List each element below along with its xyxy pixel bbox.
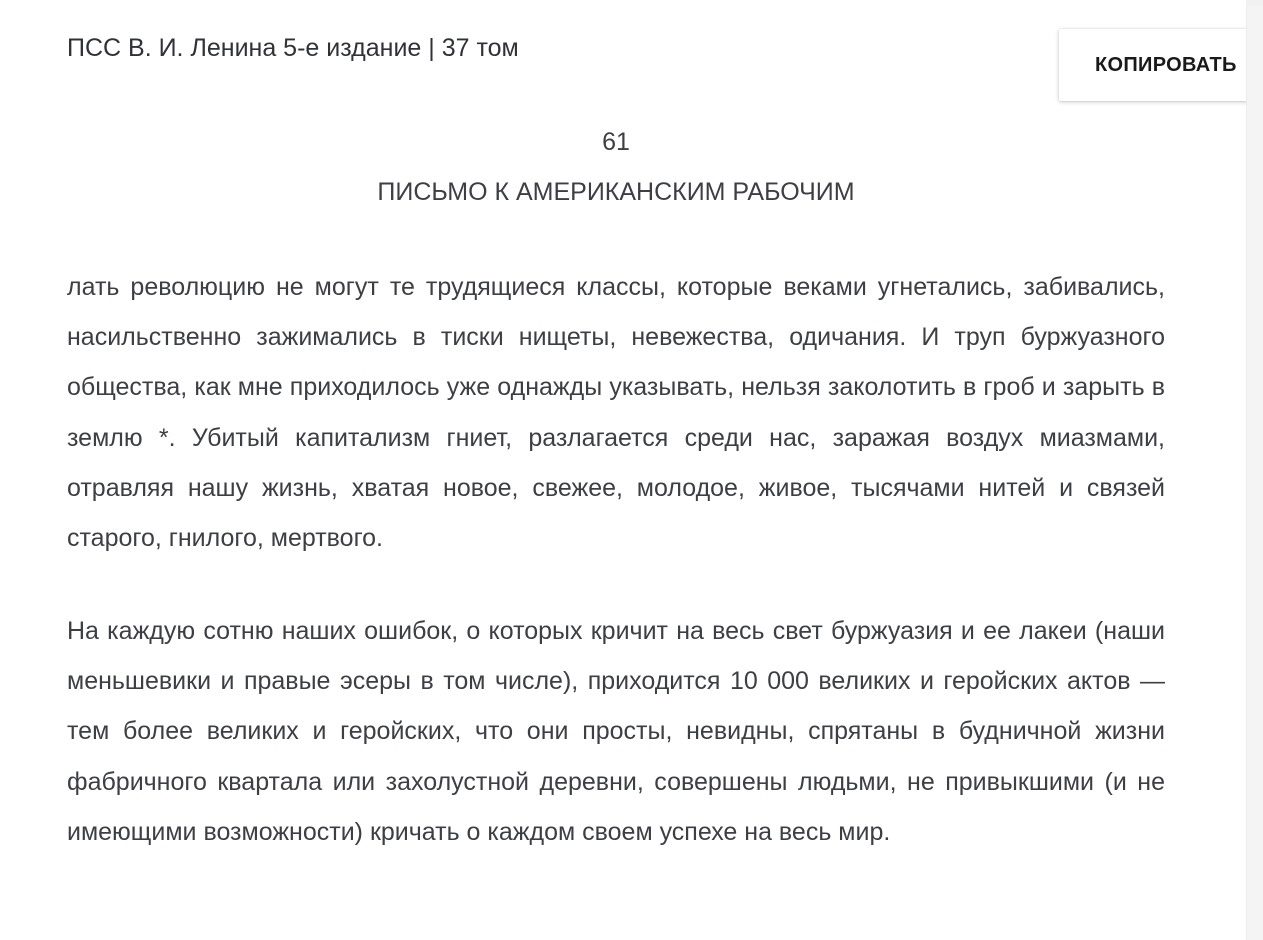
text-paragraph: лать революцию не могут те трудящиеся классы, которые веками угнетались, забивались, насильственно зажимались в тиски нищеты, невежества, одичания. И труп буржуазного общества, как мне приходилось уже однажды указывать, нельзя заколотить в гроб и зарыть в землю *. Убитый капитализм гниет, разлагается среди нас, заражая воздух миазмами, отравляя нашу жизнь, хватая новое, свежее, молодое, живое, тысячами нитей и связей старого, гнилого, мертвого. bbox=[67, 273, 1165, 553]
copy-button[interactable]: КОПИРОВАТЬ bbox=[1059, 29, 1263, 101]
book-title: ПСС В. И. Ленина 5-е издание | 37 том bbox=[67, 34, 519, 62]
scrollbar-thumb[interactable] bbox=[1246, 6, 1263, 940]
scrollbar[interactable] bbox=[1246, 0, 1263, 940]
page-number: 61 bbox=[602, 128, 630, 156]
chapter-title: ПИСЬМО К АМЕРИКАНСКИМ РАБОЧИМ bbox=[377, 178, 855, 206]
text-paragraph: На каждую сотню наших ошибок, о которых кричит на весь свет буржуазия и ее лакеи (наши меньшевики и правые эсеры в том числе), приходится 10 000 великих и геройских актов — тем более великих и геройских, что они просты, невидны, спрятаны в будничной жизни фабричного квартала или захолустной деревни, совершены людьми, не привыкшими (и не имеющими возможности) кричать о каждом своем успехе на весь мир. bbox=[67, 617, 1165, 846]
